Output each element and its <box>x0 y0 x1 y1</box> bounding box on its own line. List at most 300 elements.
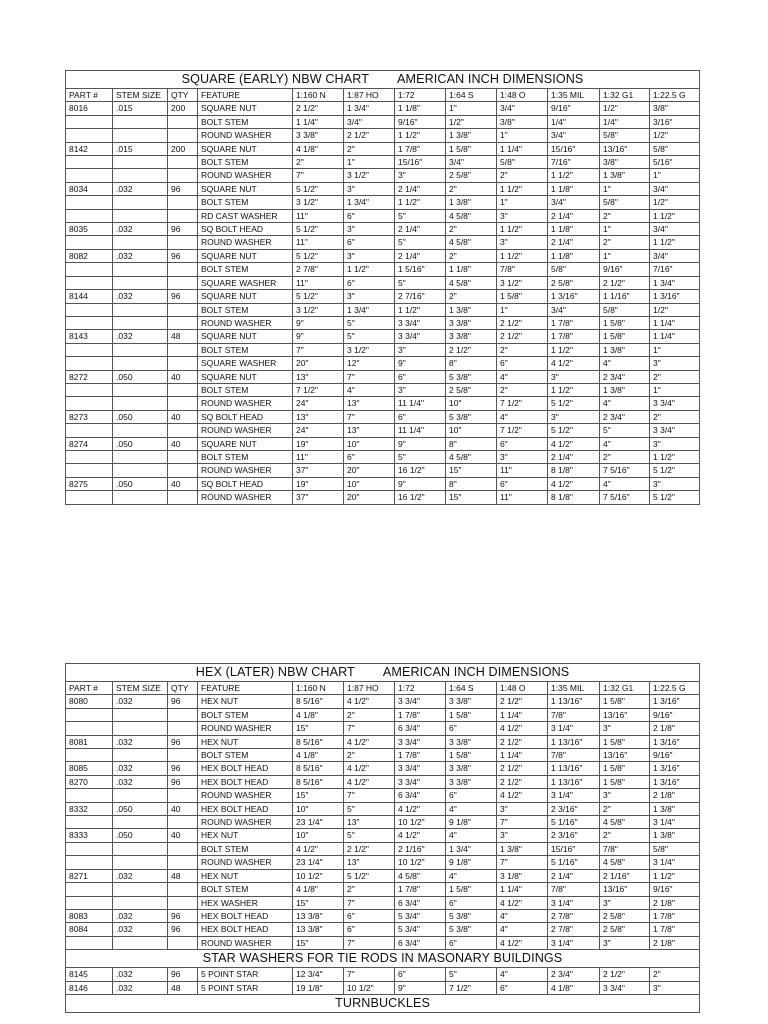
table-cell <box>168 303 198 316</box>
table-cell: 10" <box>446 397 497 410</box>
table-cell: 6" <box>446 936 497 949</box>
table-cell <box>113 749 168 762</box>
table-cell: 1 7/8" <box>395 749 446 762</box>
square-nbw-chart-table <box>65 70 700 505</box>
table-cell: 6" <box>497 437 548 450</box>
table-cell: HEX WASHER <box>198 896 293 909</box>
table-cell: 2 7/16" <box>395 290 446 303</box>
table-cell: 2" <box>497 169 548 182</box>
table-cell: 2" <box>446 182 497 195</box>
table-cell <box>113 343 168 356</box>
table-cell: 8 5/16" <box>293 735 344 748</box>
table-cell: 6" <box>344 909 395 922</box>
table-cell: 1" <box>600 249 650 262</box>
table-cell: 96 <box>168 223 198 236</box>
table-cell: 3 3/4" <box>650 424 700 437</box>
table-cell <box>168 491 198 504</box>
table-cell: 6" <box>344 450 395 463</box>
table-cell: 1 7/8" <box>395 883 446 896</box>
table-cell: 6 3/4" <box>395 722 446 735</box>
table-cell: 1" <box>497 129 548 142</box>
table-cell: 10" <box>293 802 344 815</box>
table-cell: 13 3/8" <box>293 909 344 922</box>
table-cell: BOLT STEM <box>198 196 293 209</box>
table-row <box>66 722 700 735</box>
table-cell: 3 1/2" <box>497 276 548 289</box>
table-cell: 15" <box>446 491 497 504</box>
table-cell <box>168 816 198 829</box>
table-cell: 5 1/16" <box>548 816 600 829</box>
table-cell: 1 1/4" <box>497 708 548 721</box>
table-cell <box>113 816 168 829</box>
table-cell: 3/8" <box>600 156 650 169</box>
table-cell: 4" <box>446 869 497 882</box>
table-cell: 7" <box>344 789 395 802</box>
table-cell: 96 <box>168 923 198 936</box>
table-cell: 3/4" <box>548 196 600 209</box>
table-row <box>66 223 700 236</box>
table-cell: 13/16" <box>600 142 650 155</box>
table-row <box>66 156 700 169</box>
table-cell: 1 3/8" <box>650 829 700 842</box>
table-cell: 7" <box>344 370 395 383</box>
table-row <box>66 343 700 356</box>
table-cell: RD CAST WASHER <box>198 209 293 222</box>
table-cell: 2 5/8" <box>446 169 497 182</box>
table-cell: 5 1/2" <box>548 424 600 437</box>
table-cell: 3 3/8" <box>446 775 497 788</box>
table-cell <box>168 343 198 356</box>
star-washers-title: STAR WASHERS FOR TIE RODS IN MASONARY BUILDINGS <box>66 950 700 968</box>
table-cell: ROUND WASHER <box>198 856 293 869</box>
column-header: 1:22.5 G <box>650 89 700 102</box>
table-cell: 8142 <box>66 142 113 155</box>
table-cell: 1 3/8" <box>600 343 650 356</box>
table-cell: 19" <box>293 477 344 490</box>
table-cell: 11" <box>293 209 344 222</box>
table-cell: 1 5/8" <box>600 695 650 708</box>
table-cell: 4 1/2" <box>344 695 395 708</box>
table-cell: 6" <box>395 370 446 383</box>
table-cell: SQUARE WASHER <box>198 276 293 289</box>
table-cell: 7" <box>293 169 344 182</box>
table-cell: 2 1/16" <box>600 869 650 882</box>
turnbuckles-title-row <box>66 994 700 1012</box>
table-cell: 3" <box>650 437 700 450</box>
table-row <box>66 789 700 802</box>
table-cell: 7" <box>344 968 395 981</box>
table-cell: .032 <box>113 981 168 994</box>
column-header: 1:72 <box>395 89 446 102</box>
table-cell: HEX BOLT HEAD <box>198 909 293 922</box>
table-cell <box>113 115 168 128</box>
table-cell: .050 <box>113 370 168 383</box>
table-cell: 5 1/16" <box>548 856 600 869</box>
table-cell: 6" <box>446 896 497 909</box>
table-cell: 3" <box>395 383 446 396</box>
table-cell: 5 3/8" <box>446 923 497 936</box>
table-cell <box>113 856 168 869</box>
table-cell: 3/4" <box>344 115 395 128</box>
table-cell: SQUARE NUT <box>198 142 293 155</box>
table-cell: 10 1/2" <box>293 869 344 882</box>
table-cell: 4 1/2" <box>548 477 600 490</box>
table-cell: 37" <box>293 464 344 477</box>
table-cell: 7/8" <box>497 263 548 276</box>
table-cell: 1 7/8" <box>650 923 700 936</box>
table-cell: 3 3/4" <box>395 695 446 708</box>
table-row <box>66 249 700 262</box>
table-cell <box>66 383 113 396</box>
table-row <box>66 923 700 936</box>
table-cell: 13" <box>344 397 395 410</box>
table-cell <box>66 209 113 222</box>
table-cell: .032 <box>113 249 168 262</box>
square-chart-title-cell <box>66 71 700 89</box>
table-cell: 4" <box>600 477 650 490</box>
table-row <box>66 370 700 383</box>
table-cell: 9" <box>395 437 446 450</box>
table-cell <box>168 115 198 128</box>
table-cell <box>66 450 113 463</box>
table-cell <box>66 842 113 855</box>
table-cell: ROUND WASHER <box>198 816 293 829</box>
table-cell: 1 3/4" <box>446 842 497 855</box>
table-cell: 1" <box>650 343 700 356</box>
table-cell: 1 1/2" <box>344 263 395 276</box>
star-washers-title-row <box>66 950 700 968</box>
table-cell: 8 5/16" <box>293 695 344 708</box>
table-cell: 2 1/4" <box>548 450 600 463</box>
table-cell: 1 7/8" <box>395 708 446 721</box>
table-cell: 1 3/16" <box>650 775 700 788</box>
table-cell: 7 1/2" <box>446 981 497 994</box>
table-cell: 2 3/16" <box>548 829 600 842</box>
column-header: 1:32 G1 <box>600 682 650 695</box>
column-header: 1:35 MIL <box>548 682 600 695</box>
table-cell: 6" <box>497 477 548 490</box>
table-cell: 8085 <box>66 762 113 775</box>
table-cell <box>168 316 198 329</box>
table-cell: 2 1/4" <box>395 249 446 262</box>
table-cell: SQ BOLT HEAD <box>198 477 293 490</box>
table-cell: 7 5/16" <box>600 491 650 504</box>
table-row <box>66 896 700 909</box>
table-cell: 8275 <box>66 477 113 490</box>
table-cell: 8 5/16" <box>293 762 344 775</box>
hex-nbw-chart-table <box>65 663 700 1013</box>
table-cell: 2" <box>497 343 548 356</box>
table-cell: 96 <box>168 735 198 748</box>
table-cell: HEX BOLT HEAD <box>198 923 293 936</box>
table-cell: 5 1/2" <box>344 869 395 882</box>
table-cell: 3 3/8" <box>293 129 344 142</box>
table-cell: 2 1/2" <box>497 775 548 788</box>
table-cell: BOLT STEM <box>198 842 293 855</box>
table-cell: 4 1/2" <box>293 842 344 855</box>
table-cell: 2 1/4" <box>548 209 600 222</box>
table-cell: 3/16" <box>650 115 700 128</box>
table-cell: 6" <box>344 209 395 222</box>
table-cell: HEX BOLT HEAD <box>198 802 293 815</box>
table-cell: 2 1/2" <box>497 695 548 708</box>
table-cell: .032 <box>113 968 168 981</box>
table-cell: 13/16" <box>600 749 650 762</box>
table-cell: 3 3/4" <box>395 762 446 775</box>
table-cell: HEX BOLT HEAD <box>198 762 293 775</box>
table-row <box>66 397 700 410</box>
table-cell: 7" <box>344 896 395 909</box>
table-cell: .050 <box>113 410 168 423</box>
table-cell: 9" <box>293 316 344 329</box>
table-cell: 3 1/2" <box>293 303 344 316</box>
table-cell: 7/8" <box>548 749 600 762</box>
table-cell: 2" <box>344 142 395 155</box>
column-header: 1:48 O <box>497 682 548 695</box>
table-cell: 4" <box>446 802 497 815</box>
table-cell: 20" <box>293 357 344 370</box>
table-cell: BOLT STEM <box>198 708 293 721</box>
table-cell: 6" <box>344 276 395 289</box>
table-cell: 15" <box>293 936 344 949</box>
table-cell: 2 1/4" <box>548 236 600 249</box>
table-cell: 3" <box>344 223 395 236</box>
table-row <box>66 276 700 289</box>
square-chart-body <box>66 89 700 505</box>
table-cell: 1 5/8" <box>600 762 650 775</box>
table-cell: 1 7/8" <box>395 142 446 155</box>
star-washers-body <box>66 968 700 995</box>
table-cell: 2" <box>446 290 497 303</box>
table-cell <box>66 464 113 477</box>
table-cell: 3" <box>344 182 395 195</box>
table-cell: 37" <box>293 491 344 504</box>
table-cell: 6 3/4" <box>395 789 446 802</box>
table-cell: ROUND WASHER <box>198 129 293 142</box>
table-cell: 4 1/2" <box>344 762 395 775</box>
table-cell: 15" <box>293 789 344 802</box>
table-cell: 3 3/4" <box>650 397 700 410</box>
table-cell: ROUND WASHER <box>198 722 293 735</box>
table-cell: 3" <box>548 370 600 383</box>
table-cell: 4 1/8" <box>548 981 600 994</box>
table-cell: SQUARE NUT <box>198 330 293 343</box>
table-cell: 8146 <box>66 981 113 994</box>
table-cell: .032 <box>113 869 168 882</box>
table-cell: .032 <box>113 223 168 236</box>
table-cell: 8 5/16" <box>293 775 344 788</box>
table-row <box>66 883 700 896</box>
table-row <box>66 357 700 370</box>
table-cell <box>113 383 168 396</box>
table-cell: 2 7/8" <box>548 923 600 936</box>
table-cell: BOLT STEM <box>198 749 293 762</box>
table-cell: 24" <box>293 397 344 410</box>
column-header: 1:87 HO <box>344 682 395 695</box>
table-cell: 3/8" <box>497 115 548 128</box>
table-cell: 2" <box>497 383 548 396</box>
table-cell: 1 7/8" <box>548 330 600 343</box>
table-row <box>66 856 700 869</box>
table-cell: 20" <box>344 464 395 477</box>
table-cell: 5 3/8" <box>446 370 497 383</box>
table-cell: 4 1/2" <box>497 789 548 802</box>
table-cell <box>66 263 113 276</box>
table-cell: 19 1/8" <box>293 981 344 994</box>
table-cell: 200 <box>168 102 198 115</box>
table-cell <box>66 816 113 829</box>
table-cell: 40 <box>168 829 198 842</box>
table-row <box>66 330 700 343</box>
table-cell: 2" <box>446 249 497 262</box>
table-cell <box>168 209 198 222</box>
table-cell <box>66 156 113 169</box>
table-cell: 2 1/2" <box>344 129 395 142</box>
table-cell: 96 <box>168 249 198 262</box>
table-cell: BOLT STEM <box>198 156 293 169</box>
table-cell: 4 1/2" <box>548 437 600 450</box>
table-cell: 1 3/4" <box>344 303 395 316</box>
table-cell: 1 7/8" <box>548 316 600 329</box>
table-cell <box>113 209 168 222</box>
column-header: 1:160 N <box>293 682 344 695</box>
table-cell: 8271 <box>66 869 113 882</box>
table-cell <box>113 896 168 909</box>
table-cell: 1 5/8" <box>600 775 650 788</box>
table-cell: 2" <box>600 209 650 222</box>
table-cell: 1 3/8" <box>446 303 497 316</box>
table-cell: 40 <box>168 437 198 450</box>
table-cell <box>168 196 198 209</box>
table-cell: 3" <box>600 789 650 802</box>
table-cell: 4 5/8" <box>446 236 497 249</box>
table-row <box>66 762 700 775</box>
table-cell: 1 13/16" <box>548 762 600 775</box>
table-cell: 1 5/8" <box>497 290 548 303</box>
hex-chart-title: HEX (LATER) NBW CHART <box>195 665 355 679</box>
table-cell: 48 <box>168 869 198 882</box>
table-cell: 5 POINT STAR <box>198 981 293 994</box>
table-cell: 1 3/8" <box>600 383 650 396</box>
table-cell: 2 1/2" <box>293 102 344 115</box>
table-cell: .032 <box>113 762 168 775</box>
table-cell: HEX NUT <box>198 869 293 882</box>
table-row <box>66 708 700 721</box>
table-cell: HEX NUT <box>198 829 293 842</box>
table-cell: 1 1/16" <box>600 290 650 303</box>
table-cell <box>66 276 113 289</box>
table-cell: 8332 <box>66 802 113 815</box>
table-cell: 3" <box>600 896 650 909</box>
table-cell: 5/8" <box>548 263 600 276</box>
table-cell <box>168 883 198 896</box>
table-cell: 8035 <box>66 223 113 236</box>
table-cell: .015 <box>113 142 168 155</box>
table-cell: 7" <box>497 856 548 869</box>
table-row <box>66 303 700 316</box>
table-cell: 13/16" <box>600 883 650 896</box>
table-cell <box>66 424 113 437</box>
table-cell: 1 7/8" <box>650 909 700 922</box>
table-cell: 1" <box>600 223 650 236</box>
column-header: 1:64 S <box>446 682 497 695</box>
table-cell: 3 1/4" <box>650 856 700 869</box>
table-cell: 2 1/2" <box>497 735 548 748</box>
table-cell: 3" <box>497 236 548 249</box>
table-cell: 1 3/8" <box>497 842 548 855</box>
table-cell: 5 3/4" <box>395 909 446 922</box>
table-cell: 2" <box>293 156 344 169</box>
table-cell: 13 3/8" <box>293 923 344 936</box>
table-cell: 9/16" <box>548 102 600 115</box>
table-cell: 5" <box>344 330 395 343</box>
table-cell <box>66 343 113 356</box>
table-cell: 2" <box>446 223 497 236</box>
table-cell: 5 1/2" <box>650 464 700 477</box>
table-row <box>66 196 700 209</box>
table-cell: 3 3/4" <box>600 981 650 994</box>
table-row <box>66 491 700 504</box>
table-cell <box>113 424 168 437</box>
table-cell: 2 1/2" <box>497 762 548 775</box>
table-cell: 9" <box>395 981 446 994</box>
table-cell: BOLT STEM <box>198 343 293 356</box>
table-cell: 1 5/8" <box>446 883 497 896</box>
table-cell: 1 5/8" <box>600 735 650 748</box>
column-header: 1:48 O <box>497 89 548 102</box>
table-cell <box>113 357 168 370</box>
table-cell <box>113 263 168 276</box>
table-cell: 6" <box>395 968 446 981</box>
table-cell: 2 1/8" <box>650 789 700 802</box>
table-cell <box>66 129 113 142</box>
table-cell: 7 1/2" <box>497 397 548 410</box>
table-cell <box>66 789 113 802</box>
table-cell: 9/16" <box>650 883 700 896</box>
table-cell: 2 1/2" <box>344 842 395 855</box>
table-cell: 1 3/8" <box>446 129 497 142</box>
table-cell: 11" <box>293 450 344 463</box>
table-cell: 4" <box>600 397 650 410</box>
table-cell: 4 1/2" <box>344 775 395 788</box>
table-cell: 7/8" <box>548 883 600 896</box>
table-cell: 8081 <box>66 735 113 748</box>
table-cell: 7" <box>344 936 395 949</box>
table-cell: 2 3/4" <box>600 370 650 383</box>
table-cell: 1 1/2" <box>650 209 700 222</box>
table-cell: 10 1/2" <box>395 856 446 869</box>
square-chart-title-row <box>66 71 700 89</box>
table-cell: 3 3/4" <box>395 330 446 343</box>
table-cell: 1 3/8" <box>650 802 700 815</box>
table-cell: 15" <box>446 464 497 477</box>
table-cell: 10" <box>446 424 497 437</box>
table-cell: 1" <box>650 169 700 182</box>
table-cell <box>113 722 168 735</box>
table-cell: 7 5/16" <box>600 464 650 477</box>
table-cell: 1 13/16" <box>548 775 600 788</box>
table-cell: 8034 <box>66 182 113 195</box>
table-cell: SQUARE NUT <box>198 290 293 303</box>
table-cell: 5" <box>600 424 650 437</box>
table-cell: 5/8" <box>650 142 700 155</box>
table-cell: 1/4" <box>600 115 650 128</box>
table-cell: .050 <box>113 802 168 815</box>
table-cell: 1 1/4" <box>650 330 700 343</box>
table-cell <box>113 842 168 855</box>
table-cell: .032 <box>113 775 168 788</box>
table-cell: 11" <box>293 276 344 289</box>
